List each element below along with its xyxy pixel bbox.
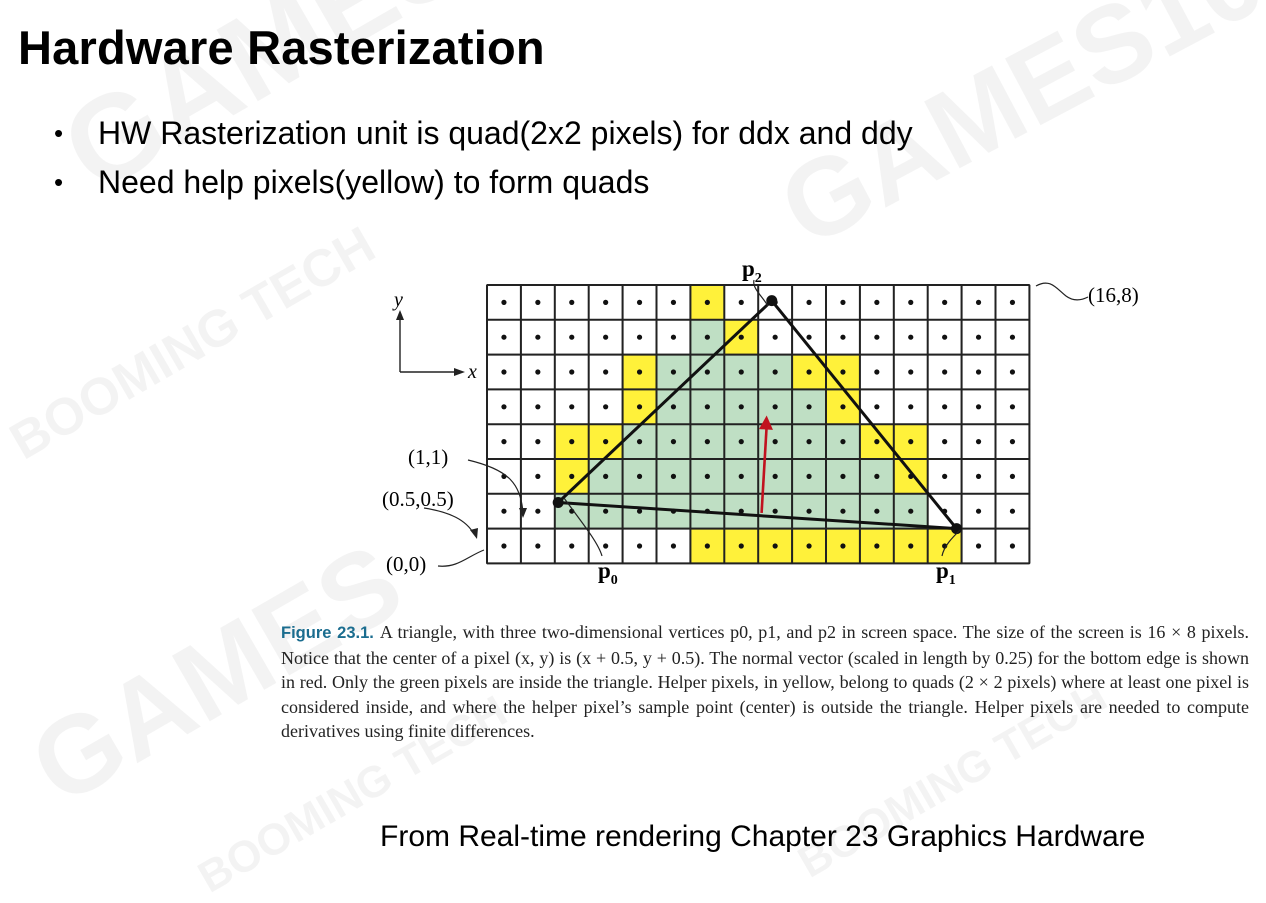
corner-label-top-right: (16,8) (1088, 283, 1139, 307)
pixel-center-dot (705, 474, 710, 479)
bullet-item (50, 161, 913, 210)
pixel-center-dot (806, 369, 811, 374)
pixel-center-dot (739, 335, 744, 340)
pixel-center-dot (569, 439, 574, 444)
source-citation: From Real-time rendering Chapter 23 Graphics Hardware (380, 820, 1146, 853)
pixel-center-dot (603, 474, 608, 479)
pixel-center-dot (535, 439, 540, 444)
bullet-dot-icon: • (54, 118, 64, 148)
pixel-center-dot (1010, 509, 1015, 514)
pixel-center-dot (908, 543, 913, 548)
vertex-p2-label: $p_2$ (742, 256, 762, 286)
pixel-center-dot (806, 439, 811, 444)
pixel-center-dot (773, 543, 778, 548)
leader-line (438, 550, 484, 566)
pixel-center-dot (976, 369, 981, 374)
vertex-p1 (951, 523, 962, 534)
pixel-center-dot (908, 300, 913, 305)
pixel-center-dot (535, 404, 540, 409)
pixel-center-dot (501, 404, 506, 409)
pixel-center-dot (773, 369, 778, 374)
pixel-center-dot (535, 474, 540, 479)
pixel-center-dot (705, 543, 710, 548)
figure-caption-text: A triangle, with three two-dimensional vertices p0, p1, and p2 in screen space. The size of the screen is 16 × 8 pixels. Notice that the center of a pixel (x, y) is (x + 0.5, y + 0.5). The normal vector (scaled in length by 0.25) for the bottom edge is shown in red. Only the green pixels are inside the triangle. Helper pixels, in yellow, belong to quads (2 × 2 pixels) where at least one pixel is considered inside, and where the helper pixel’s sample point (center) is outside the triangle. Helper pixels are needed to compute derivatives using finite differences. (281, 622, 1249, 742)
pixel-center-dot (603, 543, 608, 548)
pixel-center-dot (637, 335, 642, 340)
pixel-center-dot (874, 474, 879, 479)
pixel-center-dot (569, 404, 574, 409)
pixel-grid (487, 285, 1029, 563)
pixel-center-dot (908, 335, 913, 340)
pixel-center-dot (501, 543, 506, 548)
pixel-center-dot (535, 369, 540, 374)
pixel-center-dot (942, 369, 947, 374)
bullet-item (50, 112, 913, 161)
pixel-center-dot (705, 335, 710, 340)
pixel-center-dot (874, 404, 879, 409)
pixel-center-dot (705, 369, 710, 374)
pixel-center-dot (942, 474, 947, 479)
pixel-center-dot (908, 369, 913, 374)
pixel-center-dot (840, 300, 845, 305)
bullet-text: HW Rasterization unit is quad(2x2 pixels) for ddx and ddy (98, 115, 913, 151)
pixel-center-dot (942, 404, 947, 409)
pixel-center-dot (739, 439, 744, 444)
pixel-center-dot (569, 543, 574, 548)
pixel-center-dot (874, 369, 879, 374)
pixel-center-dot (671, 404, 676, 409)
slide-title: Hardware Rasterization (18, 21, 545, 74)
y-axis-arrow-icon (396, 310, 404, 320)
pixel-center-dot (840, 439, 845, 444)
pixel-center-dot (637, 474, 642, 479)
pixel-center-dot (603, 369, 608, 374)
pixel-center-dot (637, 369, 642, 374)
pixel-center-dot (671, 543, 676, 548)
bullet-text: Need help pixels(yellow) to form quads (98, 164, 650, 200)
pixel-center-dot (874, 300, 879, 305)
pixel-center-dot (739, 474, 744, 479)
pixel-center-dot (942, 335, 947, 340)
pixel-center-dot (976, 404, 981, 409)
bullet-dot-icon: • (54, 167, 64, 197)
bullet-list (50, 112, 913, 210)
pixel-center-dot (840, 335, 845, 340)
pixel-center-dot (976, 474, 981, 479)
pixel-center-dot (501, 369, 506, 374)
pixel-center-dot (535, 300, 540, 305)
pixel-center-dot (603, 439, 608, 444)
pixel-center-dot (840, 404, 845, 409)
pixel-center-dot (535, 509, 540, 514)
pixel-center-dot (569, 474, 574, 479)
watermark (0, 215, 385, 472)
pixel-center-dot (773, 474, 778, 479)
pixel-center-dot (603, 300, 608, 305)
pixel-center-label: (0.5,0.5) (382, 487, 454, 511)
pixel-center-dot (569, 369, 574, 374)
pixel-center-dot (942, 439, 947, 444)
pixel-1-1-label: (1,1) (408, 445, 449, 469)
pixel-center-dot (637, 543, 642, 548)
pixel-center-dot (1010, 335, 1015, 340)
pixel-center-dot (671, 369, 676, 374)
pixel-center-dot (976, 335, 981, 340)
vertex-p0-label: $p_0$ (598, 558, 618, 588)
pixel-center-dot (908, 439, 913, 444)
pixel-center-dot (773, 404, 778, 409)
pixel-center-dot (739, 369, 744, 374)
vertex-p2 (766, 295, 777, 306)
pixel-center-dot (874, 335, 879, 340)
pixel-center-dot (671, 439, 676, 444)
pixel-center-dot (840, 369, 845, 374)
pixel-center-dot (874, 439, 879, 444)
pixel-center-dot (806, 335, 811, 340)
pixel-center-dot (501, 300, 506, 305)
pixel-center-dot (773, 439, 778, 444)
vertex-p1-label: $p_1$ (936, 558, 956, 588)
pixel-center-dot (637, 439, 642, 444)
pixel-center-dot (739, 300, 744, 305)
pixel-center-dot (806, 300, 811, 305)
pixel-center-dot (806, 543, 811, 548)
pixel-center-dot (1010, 543, 1015, 548)
pixel-center-dot (501, 439, 506, 444)
axis-y-label: y (394, 289, 403, 311)
pixel-center-dot (535, 335, 540, 340)
x-axis-arrow-icon (454, 368, 465, 376)
leader-line (1036, 283, 1088, 300)
pixel-center-dot (874, 509, 879, 514)
pixel-center-dot (671, 300, 676, 305)
pixel-center-dot (773, 509, 778, 514)
pixel-center-dot (1010, 404, 1015, 409)
pixel-center-dot (874, 543, 879, 548)
corner-label-bottom-left: (0,0) (386, 552, 427, 576)
pixel-center-dot (840, 509, 845, 514)
pixel-center-dot (637, 404, 642, 409)
pixel-center-dot (1010, 474, 1015, 479)
pixel-center-dot (671, 335, 676, 340)
pixel-center-dot (976, 439, 981, 444)
pixel-center-dot (1010, 439, 1015, 444)
pixel-center-dot (637, 300, 642, 305)
rasterization-diagram (370, 252, 1170, 592)
pixel-center-dot (840, 474, 845, 479)
pixel-center-dot (942, 300, 947, 305)
pixel-center-dot (1010, 300, 1015, 305)
pixel-center-dot (976, 509, 981, 514)
pixel-center-dot (806, 404, 811, 409)
vertex-p0 (553, 497, 564, 508)
pixel-center-dot (840, 543, 845, 548)
pixel-center-dot (806, 474, 811, 479)
pixel-center-dot (603, 335, 608, 340)
pixel-center-dot (739, 404, 744, 409)
pixel-center-dot (535, 543, 540, 548)
pixel-center-dot (569, 335, 574, 340)
pixel-center-dot (908, 404, 913, 409)
pixel-center-dot (501, 335, 506, 340)
pixel-center-dot (976, 543, 981, 548)
pixel-center-dot (603, 404, 608, 409)
pixel-center-dot (705, 439, 710, 444)
pixel-center-dot (671, 474, 676, 479)
pixel-center-dot (705, 300, 710, 305)
pixel-center-dot (705, 404, 710, 409)
pixel-center-dot (569, 300, 574, 305)
pixel-center-dot (908, 509, 913, 514)
pixel-center-dot (501, 509, 506, 514)
pixel-center-dot (806, 509, 811, 514)
pixel-center-dot (773, 335, 778, 340)
leader-line (424, 508, 474, 534)
pixel-center-dot (1010, 369, 1015, 374)
pixel-center-dot (603, 509, 608, 514)
figure-caption (281, 620, 1249, 744)
pixel-center-dot (976, 300, 981, 305)
pixel-center-dot (739, 543, 744, 548)
axis-x-label: x (468, 361, 477, 383)
figure-caption-label: Figure 23.1. (281, 624, 374, 642)
